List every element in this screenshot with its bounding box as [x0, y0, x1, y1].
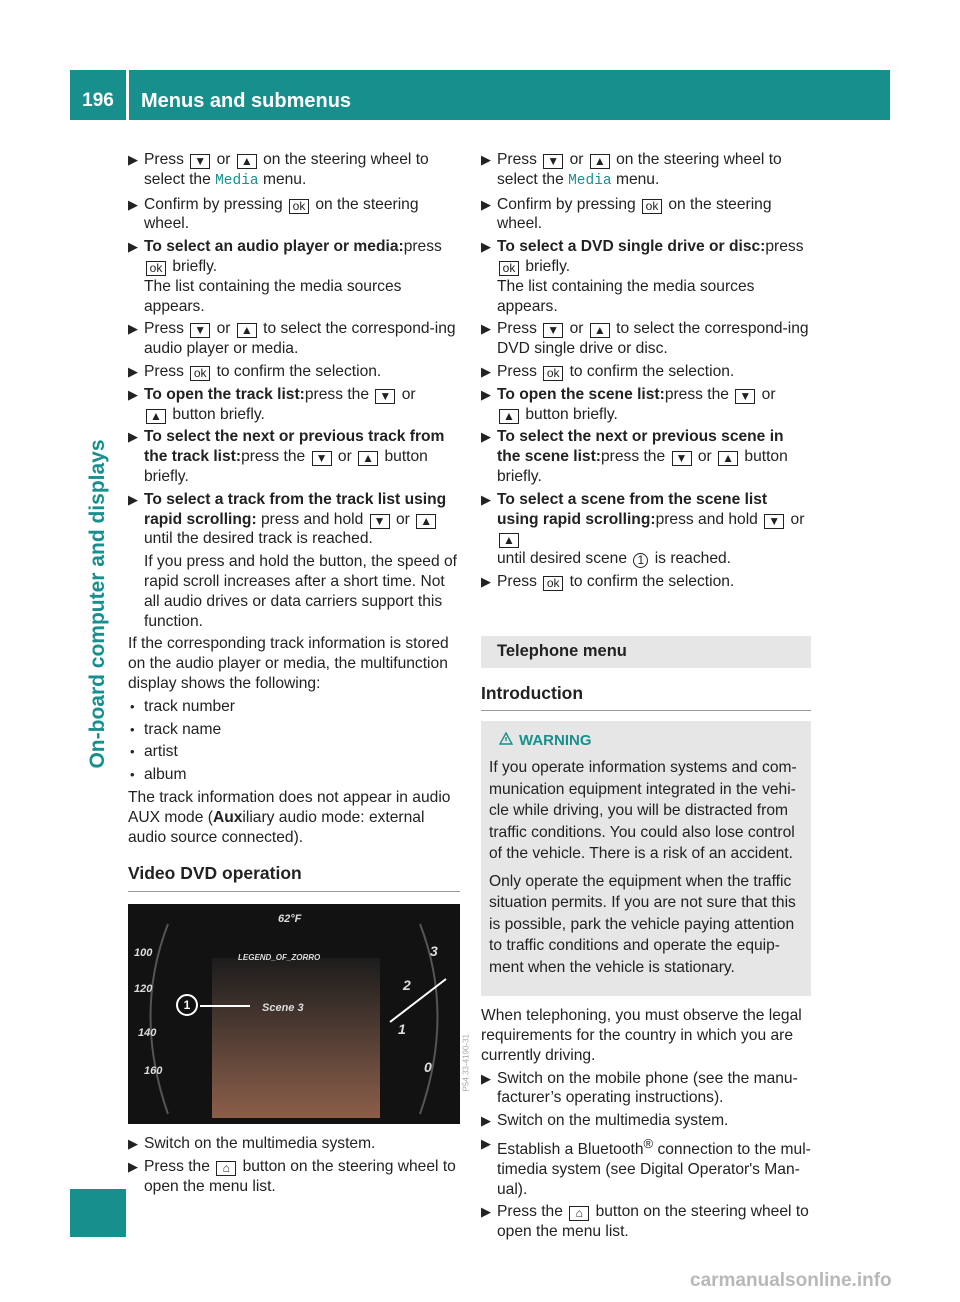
gauge-tick: 3 [430, 943, 438, 960]
page-number: 196 [82, 90, 114, 111]
down-key-icon: ▼ [764, 514, 784, 529]
step-confirm-selection: ▶ Press ok to confirm the selection. [481, 572, 735, 590]
step-open-track-list: ▶ To open the track list:press the ▼ or ▲ button briefly. [128, 385, 416, 423]
left-column [128, 150, 470, 1199]
disc-title: LEGEND_OF_ZORRO [238, 953, 321, 963]
step-select-audio-player: ▶ To select an audio player or media:press ok briefly. The list containing the media sources appears. [128, 238, 442, 315]
gauge-tick: 1 [398, 1021, 406, 1038]
step-press-home: ▶ Press the ⌂ button on the steering wheel to open the menu list. [128, 1157, 456, 1195]
step-select-corresponding: ▶ Press ▼ or ▲ to select the correspond-ing audio player or media. [128, 320, 456, 358]
watermark: carmanualsonline.info [690, 1270, 892, 1291]
up-key-icon: ▲ [499, 409, 519, 424]
down-key-icon: ▼ [735, 389, 755, 404]
ok-key-icon: ok [289, 199, 309, 214]
step-confirm: ▶ Confirm by pressing ok on the steering wheel. [481, 195, 772, 233]
home-key-icon: ⌂ [216, 1161, 236, 1176]
step-next-previous-scene: ▶ To select the next or previous scene in the scene list:press the ▼ or ▲ button briefly. [481, 428, 788, 485]
callout-1-icon: 1 [176, 994, 198, 1016]
down-key-icon: ▼ [672, 451, 692, 466]
temperature-readout: 62°F [278, 913, 302, 926]
list-item: • artist [130, 743, 178, 761]
legal-requirements-paragraph: When telephoning, you must observe the legal requirements for the country in which you are currently driving. [481, 1007, 802, 1064]
callout-line [200, 1005, 250, 1007]
section-telephone-menu: Telephone menu [481, 636, 811, 668]
speed-tick: 160 [144, 1065, 163, 1078]
step-next-previous-track: ▶ To select the next or previous track from the track list:press the ▼ or ▲ button briefly. [128, 428, 445, 485]
speed-tick: 100 [134, 947, 153, 960]
warning-text: If you operate information systems and com-munication equipment integrated in the vehi-cle while driving, you will be distracted from traffic conditions. You could also lose control of the vehicle. There is a risk of an accident. [489, 759, 797, 863]
home-key-icon: ⌂ [569, 1206, 589, 1221]
heading-introduction: Introduction [481, 670, 811, 712]
ok-key-icon: ok [146, 261, 166, 276]
ok-key-icon: ok [499, 261, 519, 276]
up-key-icon: ▲ [590, 323, 610, 338]
down-key-icon: ▼ [190, 154, 210, 169]
up-key-icon: ▲ [499, 533, 519, 548]
step-switch-on-phone: ▶ Switch on the mobile phone (see the manu-facturer’s operating instructions). [481, 1069, 798, 1107]
step-select-media: ▶ Press ▼ or ▲ on the steering wheel to select the Media menu. [128, 151, 429, 189]
instrument-cluster-image [128, 904, 470, 1124]
ok-key-icon: ok [543, 366, 563, 381]
step-select-corresponding: ▶ Press ▼ or ▲ to select the correspond-ing DVD single drive or disc. [481, 320, 809, 358]
header-divider [126, 70, 129, 120]
up-key-icon: ▲ [237, 154, 257, 169]
warning-heading: WARNING [489, 731, 801, 751]
ok-key-icon: ok [190, 366, 210, 381]
heading-video-dvd: Video DVD operation [128, 850, 460, 892]
step-switch-on-multimedia: ▶ Switch on the multimedia system. [128, 1135, 376, 1153]
step-establish-bluetooth: ▶ Establish a Bluetooth® connection to the mul-timedia system (see Digital Operator's Man-ual). [481, 1135, 811, 1198]
step-rapid-scrolling: ▶ To select a scene from the scene list using rapid scrolling:press and hold ▼ or ▲ until desired scene 1 is reached. [481, 490, 805, 568]
step-open-scene-list: ▶ To open the scene list:press the ▼ or ▲ button briefly. [481, 385, 776, 423]
down-key-icon: ▼ [375, 389, 395, 404]
rapid-scroll-note: If you press and hold the button, the speed of rapid scroll increases after a short time. Not all audio drives or data carriers support this function. [144, 553, 457, 630]
sidebar-section-label: On-board computer and displays [86, 439, 109, 769]
up-key-icon: ▲ [416, 514, 436, 529]
up-key-icon: ▲ [590, 154, 610, 169]
up-key-icon: ▲ [718, 451, 738, 466]
step-select-media: ▶ Press ▼ or ▲ on the steering wheel to select the Media menu. [481, 151, 782, 189]
display-panel [212, 958, 380, 1118]
scene-label: Scene 3 [262, 1002, 304, 1015]
step-rapid-scrolling: ▶ To select a track from the track list using rapid scrolling: press and hold ▼ or ▲ until the desired track is reached. [128, 490, 447, 548]
down-key-icon: ▼ [312, 451, 332, 466]
down-key-icon: ▼ [370, 514, 390, 529]
list-item: • track number [130, 697, 235, 715]
list-item: • album [130, 766, 187, 784]
down-key-icon: ▼ [543, 323, 563, 338]
step-confirm-selection: ▶ Press ok to confirm the selection. [481, 362, 735, 380]
page-title: Menus and submenus [141, 90, 352, 112]
callout-1-icon: 1 [633, 553, 648, 568]
up-key-icon: ▲ [237, 323, 257, 338]
track-info-paragraph: If the corresponding track information is stored on the audio player or media, the multifunction display shows the following: [128, 635, 449, 692]
menu-name-media: Media [215, 172, 259, 189]
down-key-icon: ▼ [190, 323, 210, 338]
ok-key-icon: ok [543, 576, 563, 591]
step-confirm-selection: ▶ Press ok to confirm the selection. [128, 362, 382, 380]
up-key-icon: ▲ [358, 451, 378, 466]
sidebar-marker [70, 1189, 126, 1237]
speed-tick: 140 [138, 1027, 157, 1040]
warning-text: Only operate the equipment when the traffic situation permits. If you are not sure that this is possible, park the vehicle paying attention to traffic conditions and operate the equip-ment when the vehicle is stationary. [489, 872, 796, 976]
speed-tick: 120 [134, 983, 153, 996]
step-confirm: ▶ Confirm by pressing ok on the steering wheel. [128, 195, 419, 233]
gauge-tick: 0 [424, 1059, 432, 1076]
warning-box [481, 721, 811, 996]
up-key-icon: ▲ [146, 409, 166, 424]
menu-name-media: Media [568, 172, 612, 189]
step-press-home: ▶ Press the ⌂ button on the steering wheel to open the menu list. [481, 1203, 809, 1241]
step-switch-on-multimedia: ▶ Switch on the multimedia system. [481, 1112, 729, 1130]
down-key-icon: ▼ [543, 154, 563, 169]
list-item: • track name [130, 720, 222, 738]
step-select-dvd-drive: ▶ To select a DVD single drive or disc:press ok briefly. The list containing the media sources appears. [481, 238, 804, 315]
ok-key-icon: ok [642, 199, 662, 214]
step-arrow-icon: ▶ [128, 152, 138, 167]
right-column [481, 150, 811, 1245]
image-reference-id: P54.33-4190-31 [461, 1034, 470, 1092]
gauge-tick: 2 [403, 977, 411, 994]
warning-triangle-icon [499, 731, 513, 751]
aux-mode-paragraph: The track information does not appear in audio AUX mode (Auxiliary audio mode: external audio source connected). [128, 788, 451, 846]
